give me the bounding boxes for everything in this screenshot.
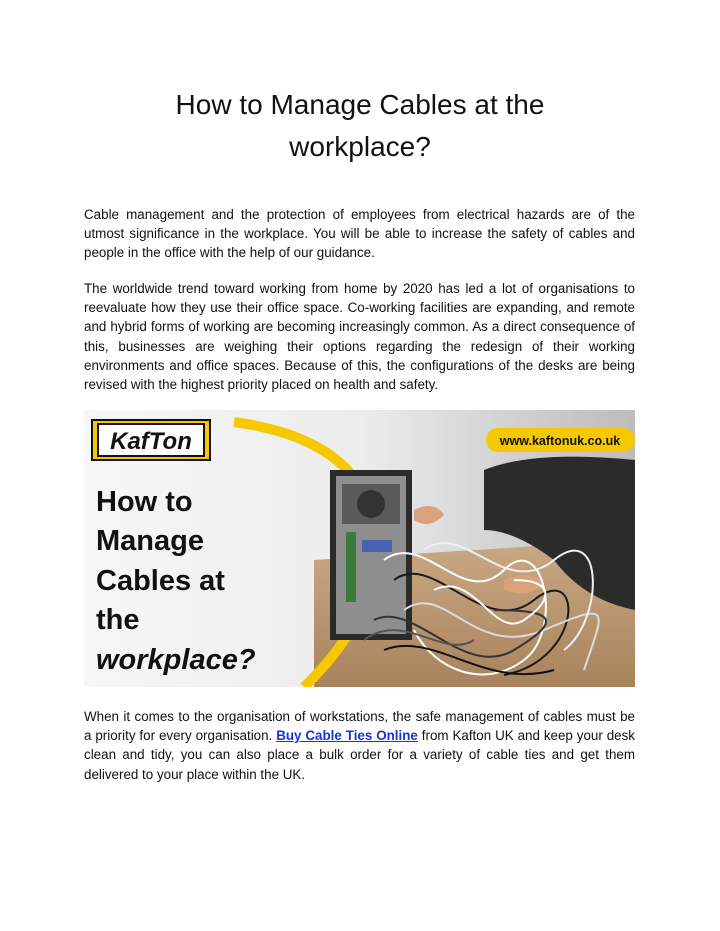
- headline-line: Manage: [96, 525, 204, 557]
- closing-paragraph: [84, 707, 635, 784]
- headline-line: the: [96, 604, 140, 636]
- computer-tower: [330, 470, 412, 640]
- page-title: [84, 84, 636, 168]
- buy-cable-ties-link[interactable]: Buy Cable Ties Online: [276, 728, 418, 744]
- title-line-2: workplace?: [289, 131, 431, 162]
- headline-line: workplace?: [96, 644, 256, 676]
- website-badge: [486, 428, 635, 452]
- closing-text-end: from Kafton UK and keep your desk clean and tidy, you can also place a bulk order for a variety of cable ties and get them delivered to your place within the UK.: [84, 728, 635, 782]
- website-text: www.kaftonuk.co.uk: [499, 434, 621, 448]
- title-line-1: How to Manage Cables at the: [175, 89, 545, 120]
- closing-text-start: When it comes to the organisation of workstations, the safe management of cables must be a priority for every organisation.: [84, 709, 635, 744]
- intro-paragraph: Cable management and the protection of employees from electrical hazards are of the utmost significance in the workplace. You will be able to increase the safety of cables and people in the office with the help of our guidance.: [84, 207, 635, 261]
- article-banner-image: [84, 410, 635, 687]
- headline-line: Cables at: [96, 565, 225, 597]
- trend-paragraph: The worldwide trend toward working from home by 2020 has led a lot of organisations to reevaluate how they use their office space. Co-working facilities are expanding, and remote and hybrid forms of working are becoming increasingly common. As a direct consequence of this, businesses are weighing their options regarding the redesign of their working environments and office spaces. Because of this, the configurations of the desks are being revised with the highest priority placed on health and safety.: [84, 281, 635, 393]
- headline-line: How to: [96, 486, 193, 518]
- logo-text: KafTon: [110, 428, 192, 455]
- kafton-logo: [92, 420, 210, 460]
